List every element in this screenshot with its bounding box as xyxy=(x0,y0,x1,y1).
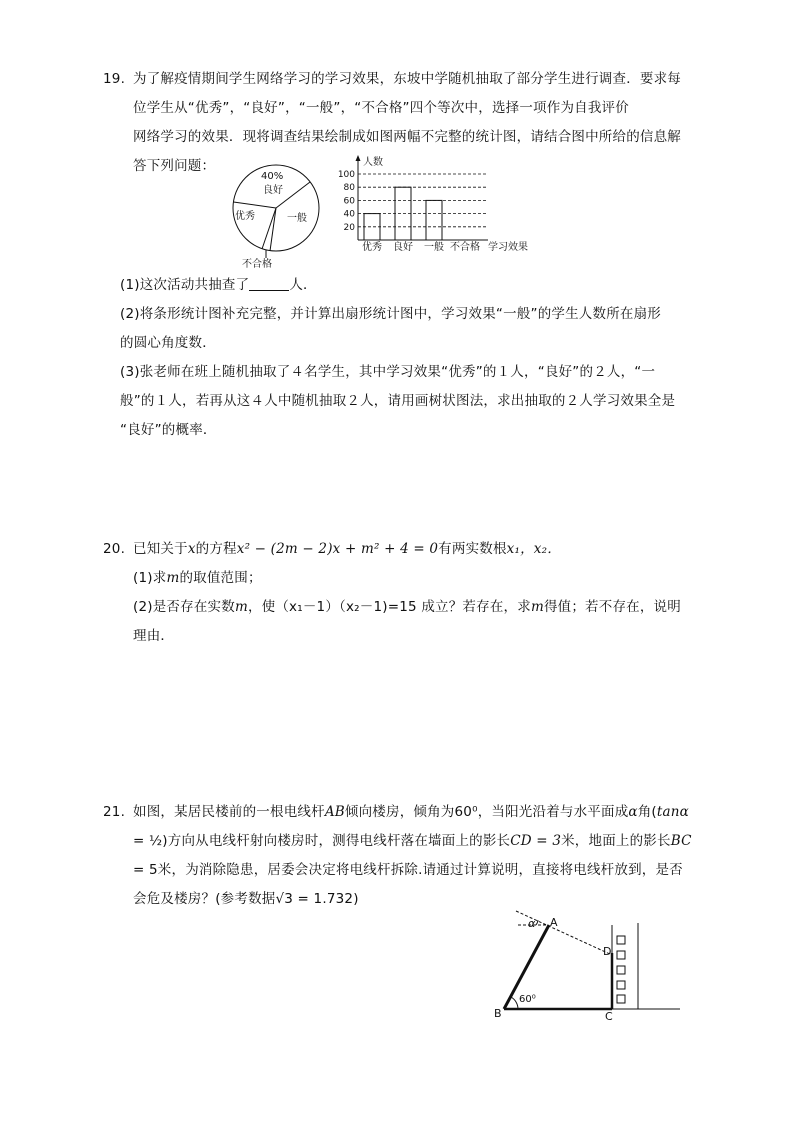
q21-line4: 会危及楼房？(参考数据√3 = 1.732) xyxy=(133,891,359,907)
x-tick-label: 良好 xyxy=(393,242,413,253)
q19-sub2-line2: 的圆心角度数． xyxy=(120,335,216,351)
q21-line1-c: ，当阳光沿着与水平面成 xyxy=(477,804,629,820)
label-b: B xyxy=(494,1007,502,1020)
pie-divider-3 xyxy=(262,208,276,249)
q20-sub2-line2: 理由． xyxy=(133,628,175,644)
label-60-degrees: 60⁰ xyxy=(519,994,536,1005)
q19-sub1-text: (1)这次活动共抽查了 xyxy=(120,277,250,293)
var-m: m xyxy=(166,570,180,586)
window xyxy=(617,995,625,1003)
q19-line4: 答下列问题： xyxy=(133,158,216,174)
segment-cd: CD = 3 xyxy=(510,833,562,849)
q19-sub1 xyxy=(120,271,317,299)
var-x: x xyxy=(187,541,196,557)
label-c: C xyxy=(605,1010,613,1023)
pie-divider-4 xyxy=(270,208,276,251)
q20-line1-a: 已知关于 xyxy=(133,541,188,557)
q20-sub2-b: ，使（x₁－1）（x₂－1)=15 成立？若存在，求 xyxy=(247,599,531,615)
pie-label-excellent: 优秀 xyxy=(235,211,255,222)
window xyxy=(617,936,625,944)
q21-line1-d: 角( xyxy=(637,804,657,820)
pie-label-average: 一般 xyxy=(287,213,307,224)
q20-sub1-b: 的取值范围； xyxy=(179,570,262,586)
q20-line1-c: 有两实数根 xyxy=(438,541,507,557)
pie-label-pct: 40% xyxy=(261,171,284,182)
label-alpha: α xyxy=(528,917,536,930)
x-axis-label: 学习效果 xyxy=(488,242,528,253)
geometry-figure xyxy=(490,905,690,1023)
x-tick-label: 不合格 xyxy=(450,242,480,253)
angle-arc xyxy=(511,997,518,1009)
q19-sub3-line1: (3)张老师在班上随机抽取了４名学生，其中学习效果“优秀”的１人，“良好”的２人，“一 xyxy=(120,364,656,380)
q20-line1 xyxy=(133,535,561,563)
window xyxy=(617,951,625,959)
y-axis-arrow xyxy=(356,155,361,161)
bar xyxy=(364,214,380,240)
q21-line1 xyxy=(133,798,689,826)
q20-sub1 xyxy=(133,564,262,592)
x-tick-label: 优秀 xyxy=(362,242,382,253)
q20-sub2-a: (2)是否存在实数 xyxy=(133,599,235,615)
pie-label-good: 良好 xyxy=(263,185,283,196)
window xyxy=(617,966,625,974)
q19-line3: 网络学习的效果．现将调查结果绘制成如图两幅不完整的统计图，请结合图中所给的信息解 xyxy=(133,129,681,145)
y-tick-label: 20 xyxy=(343,222,355,233)
y-tick-label: 100 xyxy=(337,170,355,180)
roots: x₁，x₂． xyxy=(506,541,561,557)
bar-chart xyxy=(336,154,546,256)
y-tick-label: 60 xyxy=(343,196,355,207)
bar xyxy=(426,200,442,240)
x-tick-label: 一般 xyxy=(424,242,444,253)
label-a: A xyxy=(550,916,558,929)
var-alpha: α xyxy=(628,804,638,820)
answer-blank[interactable] xyxy=(249,276,289,291)
q19-sub3-line3: “良好”的概率． xyxy=(120,422,217,438)
q19-line2: 位学生从“优秀”，“良好”，“一般”，“不合格”四个等次中，选择一项作为自我评价 xyxy=(133,100,629,116)
q21-line2-a: = ½)方向从电线杆射向楼房时，测得电线杆落在墙面上的影长 xyxy=(133,833,511,849)
q19-sub3-line2: 般”的１人，若再从这４人中随机抽取２人，请用画树状图法，求出抽取的２人学习效果全是 xyxy=(120,393,676,409)
q21-line3: = 5米，为消除隐患，居委会决定将电线杆拆除.请通过计算说明，直接将电线杆放到，是否 xyxy=(133,862,683,878)
q20-sub2 xyxy=(133,593,681,621)
q21-number: 21. xyxy=(103,804,126,820)
q20-sub1-a: (1)求 xyxy=(133,570,167,586)
y-tick-label: 40 xyxy=(343,209,355,220)
y-tick-label: 80 xyxy=(343,183,355,194)
q20-sub2-c: 得值；若不存在，说明 xyxy=(543,599,681,615)
pie-label-fail: 不合格 xyxy=(242,259,272,270)
q21-line1-a: 如图，某居民楼前的一根电线杆 xyxy=(133,804,325,820)
window xyxy=(617,981,625,989)
label-d: D xyxy=(603,945,612,958)
q21-line2 xyxy=(133,827,692,855)
q19-sub1-unit: 人． xyxy=(289,277,317,293)
q20-line1-b: 的方程 xyxy=(195,541,237,557)
q19-sub2-line1: (2)将条形统计图补充完整，并计算出扇形统计图中，学习效果“一般”的学生人数所在扇形 xyxy=(120,306,662,322)
q19-line1: 为了解疫情期间学生网络学习的学习效果，东坡中学随机抽取了部分学生进行调查．要求每 xyxy=(133,71,681,87)
equation: x² − (2m − 2)x + m² + 4 = 0 xyxy=(236,541,439,557)
y-axis-label: 人数 xyxy=(363,157,383,168)
var-m: m xyxy=(234,599,248,615)
segment-bc: BC xyxy=(670,833,692,849)
pie-divider-1 xyxy=(234,202,277,208)
var-m: m xyxy=(530,599,544,615)
q21-line1-b: 倾向楼房，倾角为 xyxy=(344,804,455,820)
pie-chart xyxy=(226,160,326,272)
angle-value: 60⁰ xyxy=(454,804,478,820)
q21-line2-b: 米，地面上的影长 xyxy=(561,833,671,849)
q20-number: 20. xyxy=(103,541,126,557)
q19-number: 19. xyxy=(103,71,126,87)
tan-alpha: tanα xyxy=(656,804,689,820)
segment-ab: AB xyxy=(324,804,345,820)
